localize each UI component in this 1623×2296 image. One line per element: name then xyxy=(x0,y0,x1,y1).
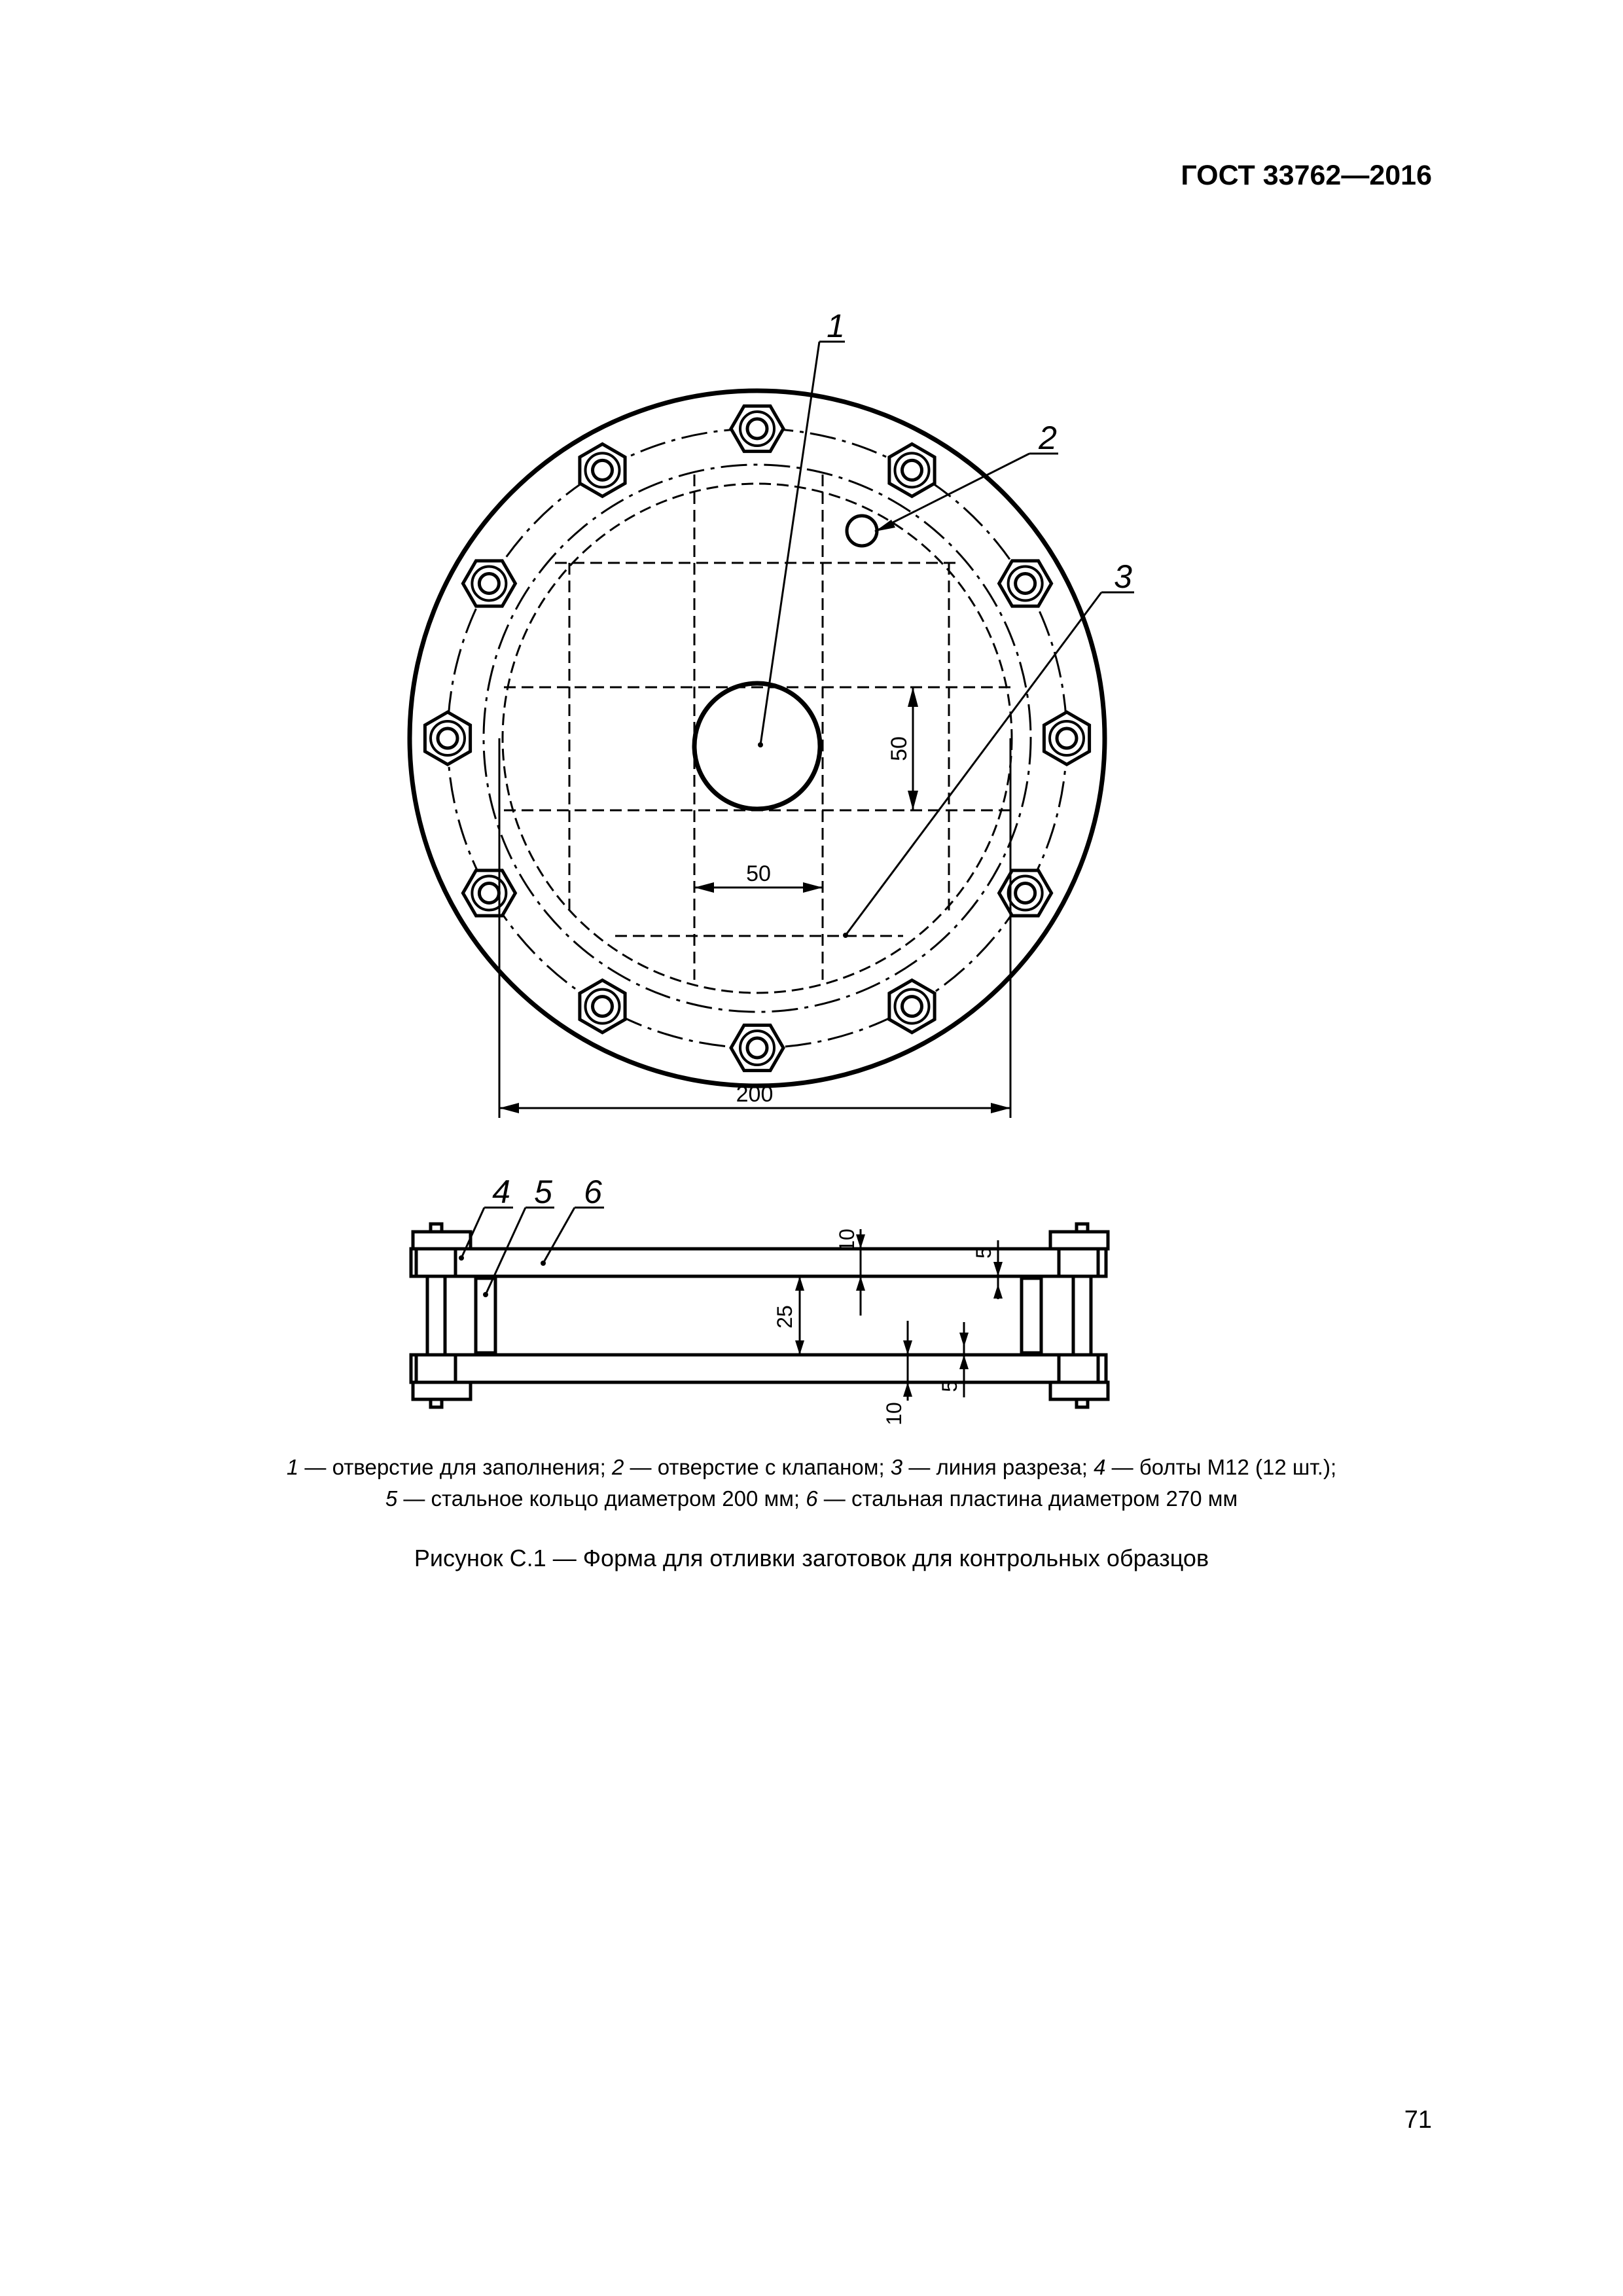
bolt-head-12 xyxy=(580,444,625,496)
legend-line-2: 5 — стальное кольцо диаметром 200 мм; 6 — стальная пластина диаметром 270 мм xyxy=(385,1486,1238,1511)
outer-plate-circle xyxy=(410,391,1105,1086)
dim-gap-right-bottom: 5 xyxy=(938,1380,961,1392)
bolt-head-10 xyxy=(425,712,470,764)
bolt-head-1 xyxy=(731,406,783,451)
dim-plate-thickness-top: 10 xyxy=(835,1229,859,1252)
bolt-head-8 xyxy=(580,980,625,1033)
bolt-head-6 xyxy=(889,980,935,1033)
dim-plate-thickness-bottom: 10 xyxy=(882,1402,906,1426)
dim-grid-vertical: 50 xyxy=(887,736,912,761)
legend-num-4: 4 xyxy=(1094,1455,1106,1479)
cut-grid xyxy=(504,475,1011,980)
legend-num-3: 3 xyxy=(890,1455,903,1479)
figure-caption: Рисунок С.1 — Форма для отливки заготовок для контрольных образцов xyxy=(414,1545,1209,1571)
document-number: ГОСТ 33762—2016 xyxy=(1181,160,1432,191)
legend-num-2: 2 xyxy=(611,1455,624,1479)
callout-5: 5 xyxy=(534,1174,552,1210)
dim-grid-horizontal: 50 xyxy=(746,861,771,886)
legend-text-1: отверстие для заполнения; xyxy=(332,1455,606,1479)
dim-gap-right-top: 5 xyxy=(972,1247,995,1259)
legend-text-2: отверстие с клапаном; xyxy=(657,1455,885,1479)
dim-mold-height: 25 xyxy=(773,1305,796,1329)
legend-num-6: 6 xyxy=(806,1486,818,1511)
plan-view xyxy=(410,391,1105,1086)
bolt-circle xyxy=(448,429,1067,1048)
bolt-head-5 xyxy=(999,870,1052,916)
bolt-head-7 xyxy=(731,1025,783,1070)
bolt-head-4 xyxy=(1044,712,1089,764)
bolt-head-9 xyxy=(463,870,515,916)
cavity-circle xyxy=(503,484,1012,993)
bolt-head-2 xyxy=(889,444,935,496)
inner-ring-circle xyxy=(484,465,1031,1012)
callout-2: 2 xyxy=(1039,420,1057,456)
fill-hole xyxy=(694,683,820,809)
ring-right xyxy=(1022,1278,1041,1353)
legend-text-6: стальная пластина диаметром 270 мм xyxy=(851,1486,1238,1511)
figure-legend xyxy=(131,1452,1492,1515)
bolt-head-3 xyxy=(999,561,1052,606)
bottom-plate xyxy=(411,1355,1106,1382)
callout-1: 1 xyxy=(827,308,845,344)
legend-line-1: 1 — отверстие для заполнения; 2 — отверстие с клапаном; 3 — линия разреза; 4 — болты М12 (12 шт.); xyxy=(286,1455,1337,1479)
ring-left xyxy=(476,1278,495,1353)
plan-leaders xyxy=(758,342,1134,938)
legend-text-4: болты М12 (12 шт.); xyxy=(1139,1455,1337,1479)
legend-text-3: линия разреза; xyxy=(936,1455,1088,1479)
section-view xyxy=(411,1224,1108,1407)
bolts xyxy=(425,406,1089,1070)
callout-4: 4 xyxy=(492,1174,510,1210)
callout-3: 3 xyxy=(1114,558,1132,595)
legend-text-5: стальное кольцо диаметром 200 мм; xyxy=(431,1486,800,1511)
bolt-head-11 xyxy=(463,561,515,606)
legend-num-1: 1 xyxy=(286,1455,299,1479)
valve-hole xyxy=(847,516,877,546)
callout-6: 6 xyxy=(584,1174,602,1210)
dim-plan-diameter: 200 xyxy=(736,1082,774,1107)
page-number: 71 xyxy=(1404,2106,1432,2134)
legend-num-5: 5 xyxy=(385,1486,398,1511)
